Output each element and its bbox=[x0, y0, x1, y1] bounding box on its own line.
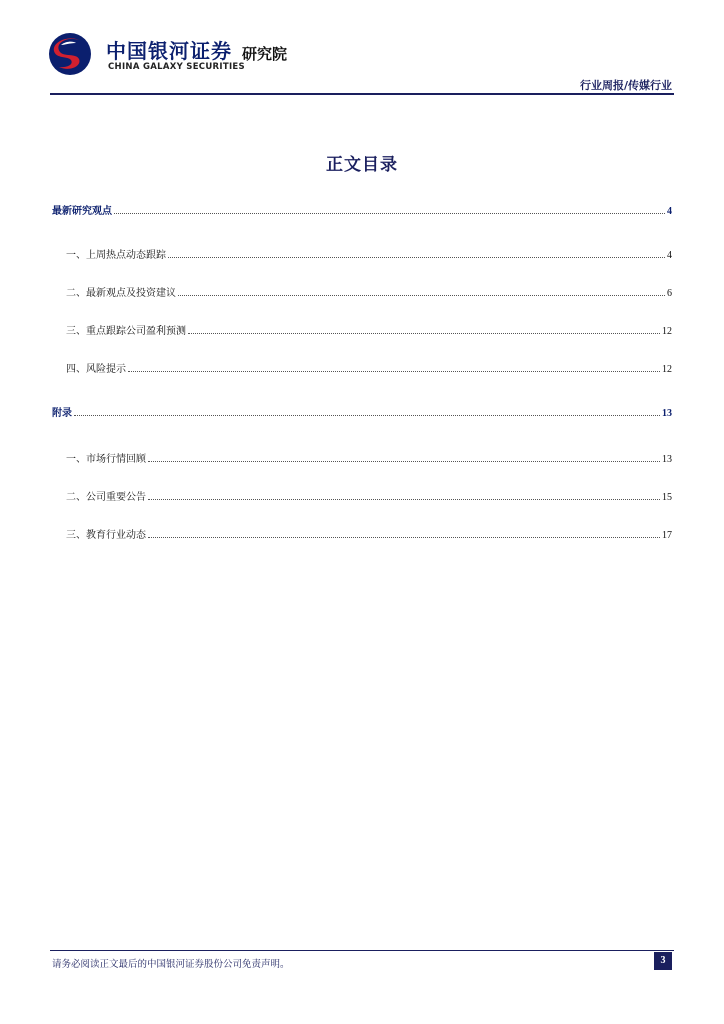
page-header bbox=[0, 0, 724, 100]
toc-title: 正文目录 bbox=[326, 155, 398, 175]
toc-entry-investment-advice[interactable] bbox=[66, 284, 672, 299]
toc-entry-appendix[interactable] bbox=[52, 404, 672, 419]
logo-chinese-name: 中国银河证券 bbox=[106, 39, 232, 63]
toc-entry-page: 12 bbox=[662, 364, 672, 375]
toc-leader-dots bbox=[128, 371, 660, 372]
galaxy-s-logo-icon bbox=[48, 32, 92, 76]
toc-entry-label: 三、教育行业动态 bbox=[66, 530, 146, 541]
toc-leader-dots bbox=[188, 333, 660, 334]
toc-entry-page: 4 bbox=[667, 206, 672, 217]
toc-entry-hot-topics[interactable] bbox=[66, 246, 672, 261]
toc-leader-dots bbox=[148, 537, 660, 538]
footer-disclaimer: 请务必阅读正文最后的中国银河证券股份公司免责声明。 bbox=[52, 959, 290, 970]
toc-leader-dots bbox=[74, 415, 660, 416]
toc-entry-page: 17 bbox=[662, 530, 672, 541]
toc-entry-company-announcements[interactable] bbox=[66, 488, 672, 503]
toc-leader-dots bbox=[148, 499, 660, 500]
company-logo bbox=[34, 28, 310, 80]
toc-entry-label: 附录 bbox=[52, 408, 72, 419]
toc-entry-label: 四、风险提示 bbox=[66, 364, 126, 375]
toc-entry-risk-warning[interactable] bbox=[66, 360, 672, 375]
toc-entry-label: 一、上周热点动态跟踪 bbox=[66, 250, 166, 261]
report-type: 行业周报/传媒行业 bbox=[579, 79, 672, 92]
toc-entry-page: 6 bbox=[667, 288, 672, 299]
institute-name: 研究院 bbox=[242, 45, 288, 63]
toc-entry-latest-views[interactable] bbox=[52, 202, 672, 217]
toc-entry-market-review[interactable] bbox=[66, 450, 672, 465]
footer-divider bbox=[50, 950, 674, 951]
toc-entry-label: 二、公司重要公告 bbox=[66, 492, 146, 503]
toc-entry-education-news[interactable] bbox=[66, 526, 672, 541]
toc-entry-page: 15 bbox=[662, 492, 672, 503]
toc-entry-label: 三、重点跟踪公司盈利预测 bbox=[66, 326, 186, 337]
logo-english-name: CHINA GALAXY SECURITIES bbox=[108, 62, 245, 72]
toc-leader-dots bbox=[178, 295, 665, 296]
toc-entry-page: 13 bbox=[662, 454, 672, 465]
toc-entry-page: 13 bbox=[662, 408, 672, 419]
header-divider bbox=[50, 93, 674, 95]
toc-entry-page: 12 bbox=[662, 326, 672, 337]
toc-entry-earnings-forecast[interactable] bbox=[66, 322, 672, 337]
toc-entry-label: 最新研究观点 bbox=[52, 206, 112, 217]
page-number-badge: 3 bbox=[654, 952, 672, 970]
toc-leader-dots bbox=[168, 257, 665, 258]
toc-entry-label: 二、最新观点及投资建议 bbox=[66, 288, 176, 299]
toc-leader-dots bbox=[148, 461, 660, 462]
toc-entry-page: 4 bbox=[667, 250, 672, 261]
toc-leader-dots bbox=[114, 213, 665, 214]
toc-entry-label: 一、市场行情回顾 bbox=[66, 454, 146, 465]
